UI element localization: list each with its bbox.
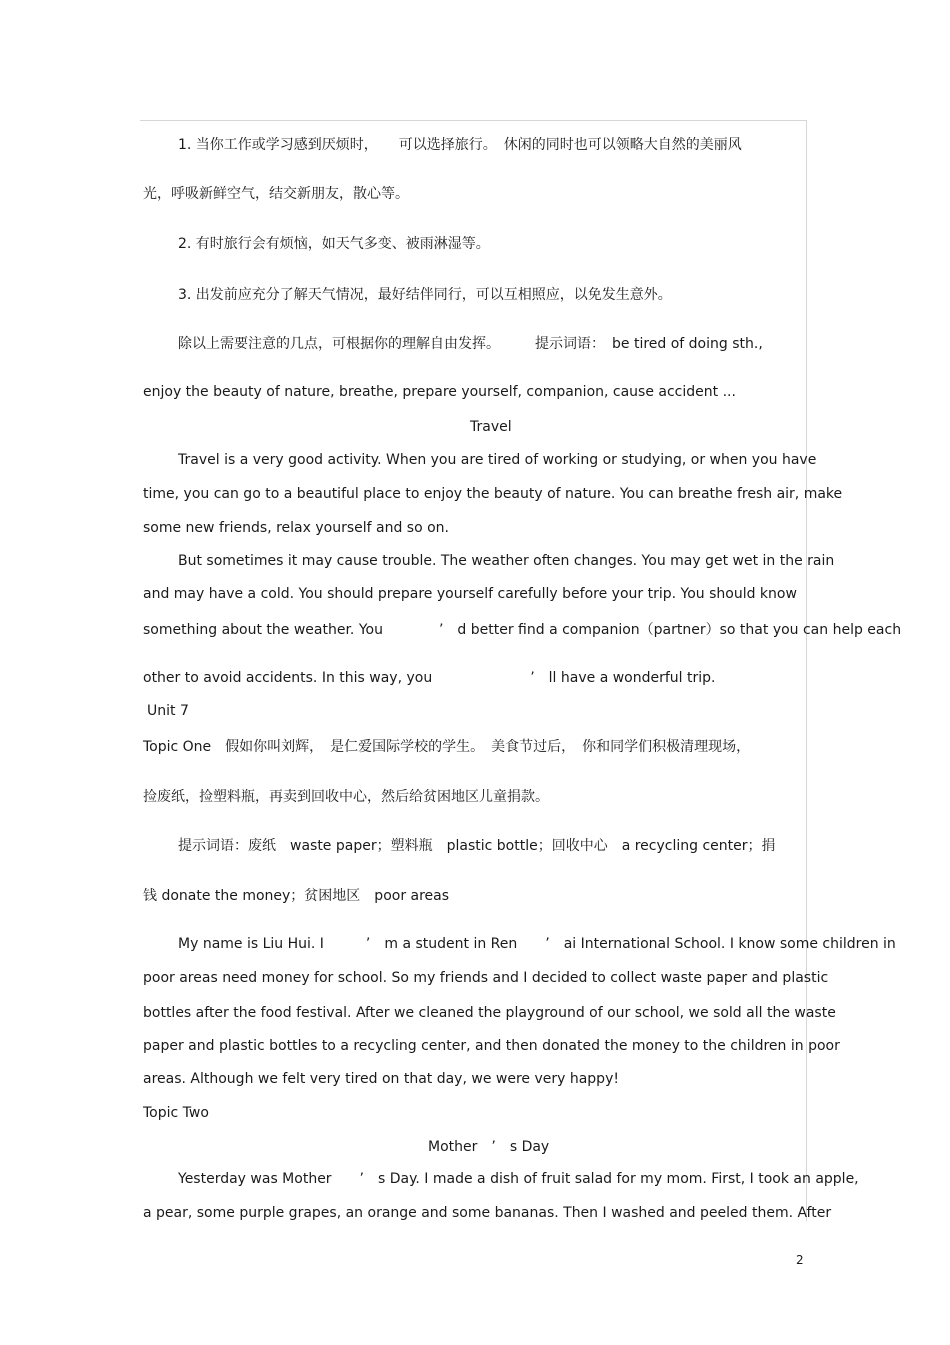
topic-one-essay-line-3: bottles after the food festival. After we cleaned the playground of our school, we sold all the waste [143,1005,836,1021]
essay-title-travel: Travel [470,419,512,435]
topic-one-essay-line-1: My name is Liu Hui. I ’ m a student in Ren ’ ai International School. I know some children in [178,936,896,952]
essay-title-mothers-day: Mother ’ s Day [428,1139,550,1155]
travel-paragraph-2-line-3: something about the weather. You ’ d better find a companion（partner）so that you can help each [143,622,902,638]
topic-one-essay-line-5: areas. Although we felt very tired on that day, we were very happy! [143,1071,619,1087]
cn-hint-line-1: 除以上需要注意的几点，可根据你的理解自由发挥。 提示词语： be tired of doing sth., [178,336,763,352]
cn-point-2: 2. 有时旅行会有烦恼，如天气多变、被雨淋湿等。 [178,236,490,252]
travel-paragraph-2-line-4: other to avoid accidents. In this way, you ’ ll have a wonderful trip. [143,670,716,686]
cn-hint-line-2: enjoy the beauty of nature, breathe, prepare yourself, companion, cause accident ... [143,384,736,400]
travel-paragraph-1-line-1: Travel is a very good activity. When you are tired of working or studying, or when you have [178,452,817,468]
travel-paragraph-1-line-2: time, you can go to a beautiful place to enjoy the beauty of nature. You can breathe fresh air, make [143,486,843,502]
cn-point-3: 3. 出发前应充分了解天气情况，最好结伴同行，可以互相照应，以免发生意外。 [178,287,672,303]
topic-one-essay-line-2: poor areas need money for school. So my friends and I decided to collect waste paper and plastic [143,970,829,986]
travel-paragraph-1-line-3: some new friends, relax yourself and so on. [143,520,449,536]
mothers-day-line-2: a pear, some purple grapes, an orange and some bananas. Then I washed and peeled them. After [143,1205,832,1221]
topic-one-hint-line-2: 钱 donate the money；贫困地区 poor areas [143,888,450,904]
page-number: 2 [796,1253,804,1267]
travel-paragraph-2-line-2: and may have a cold. You should prepare yourself carefully before your trip. You should know [143,586,797,602]
travel-paragraph-2-line-1: But sometimes it may cause trouble. The weather often changes. You may get wet in the rain [178,553,835,569]
cn-point-1-line-2: 光，呼吸新鲜空气，结交新朋友，散心等。 [143,186,409,202]
topic-one-hint-line-1: 提示词语：废纸 waste paper；塑料瓶 plastic bottle；回收中心 a recycling center；捐 [178,838,776,854]
topic-one-essay-line-4: paper and plastic bottles to a recycling center, and then donated the money to the children in poor [143,1038,840,1054]
mothers-day-line-1: Yesterday was Mother ’ s Day. I made a dish of fruit salad for my mom. First, I took an apple, [178,1171,859,1187]
topic-one-prompt-line-2: 捡废纸，捡塑料瓶，再卖到回收中心，然后给贫困地区儿童捐款。 [143,789,549,805]
topic-one-prompt-line-1: Topic One 假如你叫刘辉， 是仁爱国际学校的学生。 美食节过后， 你和同学们积极清理现场， [143,739,751,755]
topic-two-heading: Topic Two [143,1105,209,1121]
cn-point-1-line-1: 1. 当你工作或学习感到厌烦时， 可以选择旅行。 休闲的同时也可以领略大自然的美丽风 [178,137,742,153]
unit-heading: Unit 7 [147,703,189,719]
